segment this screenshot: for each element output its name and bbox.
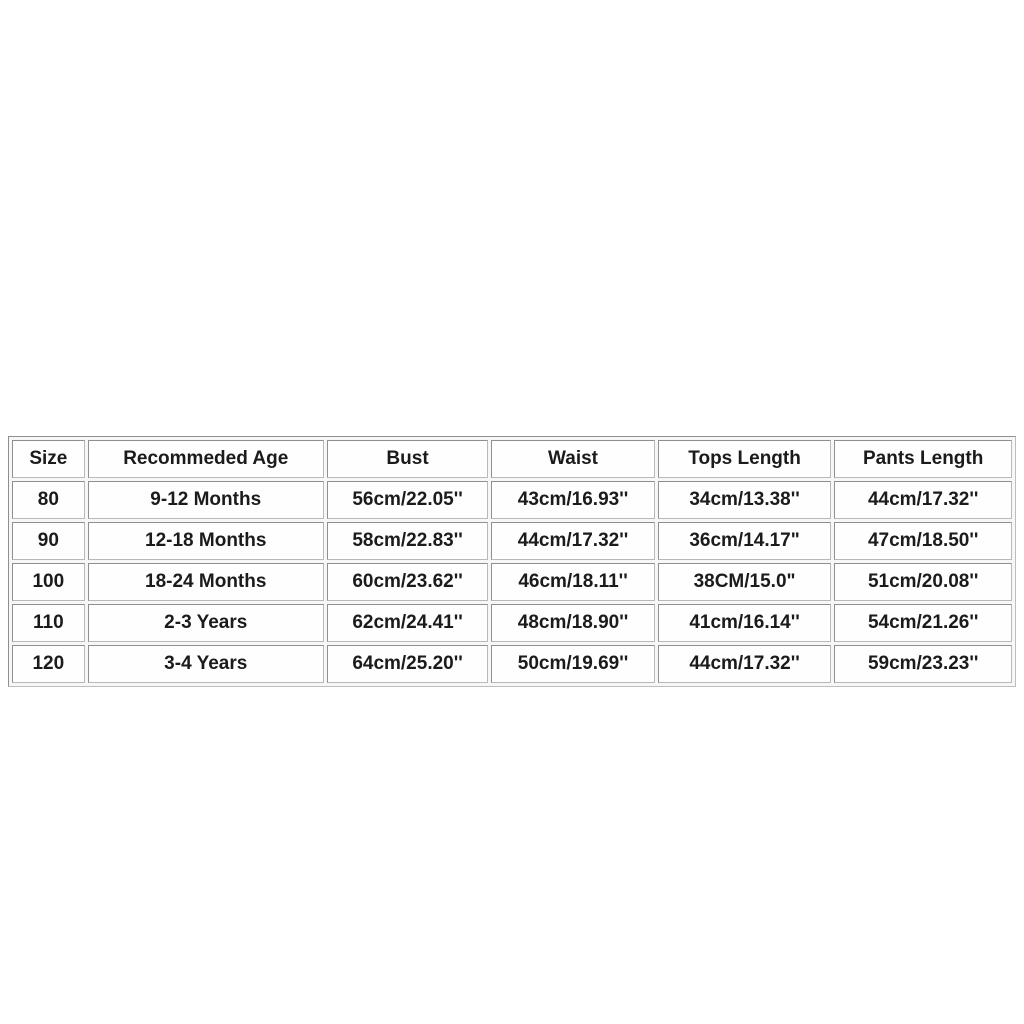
table-row bbox=[12, 522, 1012, 560]
header-cell-waist: Waist bbox=[491, 440, 654, 478]
cell-tops-length: 41cm/16.14'' bbox=[658, 604, 832, 642]
cell-pants-length: 59cm/23.23'' bbox=[834, 645, 1012, 683]
cell-pants-length: 44cm/17.32'' bbox=[834, 481, 1012, 519]
cell-bust: 58cm/22.83'' bbox=[327, 522, 488, 560]
cell-waist: 50cm/19.69'' bbox=[491, 645, 654, 683]
table-row bbox=[12, 563, 1012, 601]
cell-waist: 46cm/18.11'' bbox=[491, 563, 654, 601]
header-cell-pants-length: Pants Length bbox=[834, 440, 1012, 478]
cell-age: 9-12 Months bbox=[88, 481, 324, 519]
cell-bust: 64cm/25.20'' bbox=[327, 645, 488, 683]
cell-pants-length: 54cm/21.26'' bbox=[834, 604, 1012, 642]
table-row bbox=[12, 481, 1012, 519]
cell-pants-length: 47cm/18.50'' bbox=[834, 522, 1012, 560]
cell-waist: 43cm/16.93'' bbox=[491, 481, 654, 519]
cell-waist: 44cm/17.32'' bbox=[491, 522, 654, 560]
cell-tops-length: 38CM/15.0" bbox=[658, 563, 832, 601]
cell-size: 110 bbox=[12, 604, 85, 642]
cell-size: 80 bbox=[12, 481, 85, 519]
size-chart-table bbox=[8, 436, 1016, 687]
cell-size: 100 bbox=[12, 563, 85, 601]
cell-size: 120 bbox=[12, 645, 85, 683]
cell-pants-length: 51cm/20.08'' bbox=[834, 563, 1012, 601]
header-cell-age: Recommeded Age bbox=[88, 440, 324, 478]
cell-age: 3-4 Years bbox=[88, 645, 324, 683]
cell-tops-length: 44cm/17.32'' bbox=[658, 645, 832, 683]
cell-bust: 60cm/23.62'' bbox=[327, 563, 488, 601]
header-cell-tops-length: Tops Length bbox=[658, 440, 832, 478]
table-row bbox=[12, 645, 1012, 683]
cell-waist: 48cm/18.90'' bbox=[491, 604, 654, 642]
cell-bust: 62cm/24.41'' bbox=[327, 604, 488, 642]
cell-tops-length: 36cm/14.17" bbox=[658, 522, 832, 560]
cell-tops-length: 34cm/13.38'' bbox=[658, 481, 832, 519]
cell-bust: 56cm/22.05'' bbox=[327, 481, 488, 519]
cell-size: 90 bbox=[12, 522, 85, 560]
cell-age: 18-24 Months bbox=[88, 563, 324, 601]
table-row bbox=[12, 604, 1012, 642]
cell-age: 2-3 Years bbox=[88, 604, 324, 642]
header-cell-size: Size bbox=[12, 440, 85, 478]
cell-age: 12-18 Months bbox=[88, 522, 324, 560]
table-header-row bbox=[12, 440, 1012, 478]
header-cell-bust: Bust bbox=[327, 440, 488, 478]
